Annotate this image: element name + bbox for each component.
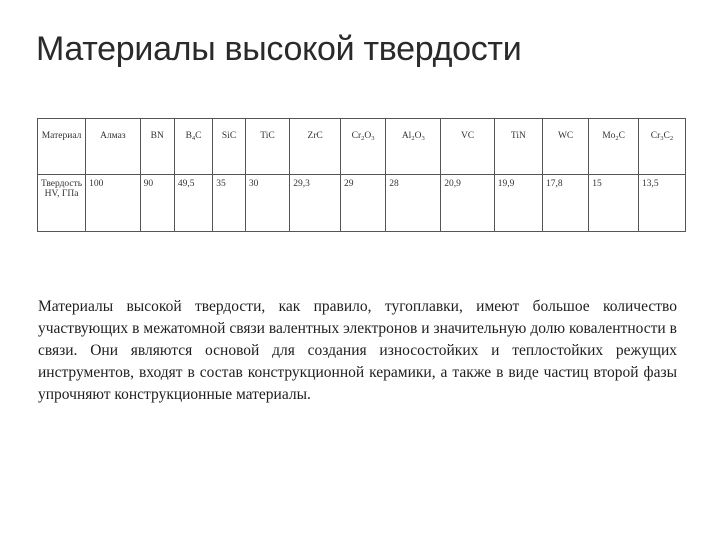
material-cell (589, 119, 639, 175)
material-cell (638, 119, 685, 175)
formula-subscript: 2 (669, 135, 674, 142)
hardness-value: 17,8 (542, 175, 588, 232)
body-paragraph: Материалы высокой твердости, как правило, тугоплавки, имеют большое количество участвующих в межатомной связи валентных электронов и значительную долю ковалентности в связи. Они являются основой для создания износостойких и теплостойких режущих инструментов, входят в состав конструкционной керамики, а также в виде частиц второй фазы упрочняют конструкционные материалы. (38, 298, 677, 403)
material-cell (174, 119, 212, 175)
formula-subscript: 3 (660, 135, 664, 142)
table-header-material: Материал (38, 119, 86, 175)
table-row-materials (38, 119, 686, 175)
hardness-value: 28 (386, 175, 441, 232)
material-cell: WC (542, 119, 588, 175)
material-cell (341, 119, 386, 175)
formula-subscript: 2 (615, 135, 619, 142)
formula-subscript: 3 (421, 135, 425, 142)
hardness-value: 13,5 (638, 175, 685, 232)
material-cell: TiC (245, 119, 289, 175)
hardness-value: 100 (86, 175, 140, 232)
material-cell: TiN (494, 119, 542, 175)
hardness-label: Твердость (41, 179, 83, 189)
hardness-value: 29 (341, 175, 386, 232)
formula-part: C (663, 131, 670, 141)
hardness-table (37, 118, 686, 232)
formula-part: Mo (602, 131, 616, 141)
formula-subscript: 4 (191, 135, 196, 142)
formula-part: O (364, 131, 372, 141)
hardness-value: 30 (245, 175, 289, 232)
hardness-unit: HV, ГПа (44, 189, 79, 199)
formula-subscript: 2 (361, 135, 365, 142)
hardness-value: 29,3 (290, 175, 341, 232)
hardness-value: 49,5 (174, 175, 212, 232)
formula-part: O (414, 131, 422, 141)
formula-part: C (618, 131, 626, 141)
material-cell (386, 119, 441, 175)
hardness-value: 90 (140, 175, 174, 232)
hardness-value: 20,9 (441, 175, 495, 232)
formula-part: B (185, 131, 192, 141)
formula-subscript: 3 (371, 135, 375, 142)
hardness-value: 35 (213, 175, 246, 232)
table-header-hardness (38, 175, 86, 232)
formula-part: Al (401, 131, 412, 141)
table-row-hardness (38, 175, 686, 232)
formula-part: Cr (650, 131, 661, 141)
page-title: Материалы высокой твердости (36, 30, 522, 68)
formula-part: Cr (351, 131, 362, 141)
material-cell: VC (441, 119, 495, 175)
formula-subscript: 2 (411, 135, 415, 142)
material-cell: ZrC (290, 119, 341, 175)
material-cell: Алмаз (86, 119, 140, 175)
hardness-value: 19,9 (494, 175, 542, 232)
material-cell: SiC (213, 119, 246, 175)
hardness-value: 15 (589, 175, 639, 232)
formula-part: C (195, 131, 202, 141)
material-cell: BN (140, 119, 174, 175)
